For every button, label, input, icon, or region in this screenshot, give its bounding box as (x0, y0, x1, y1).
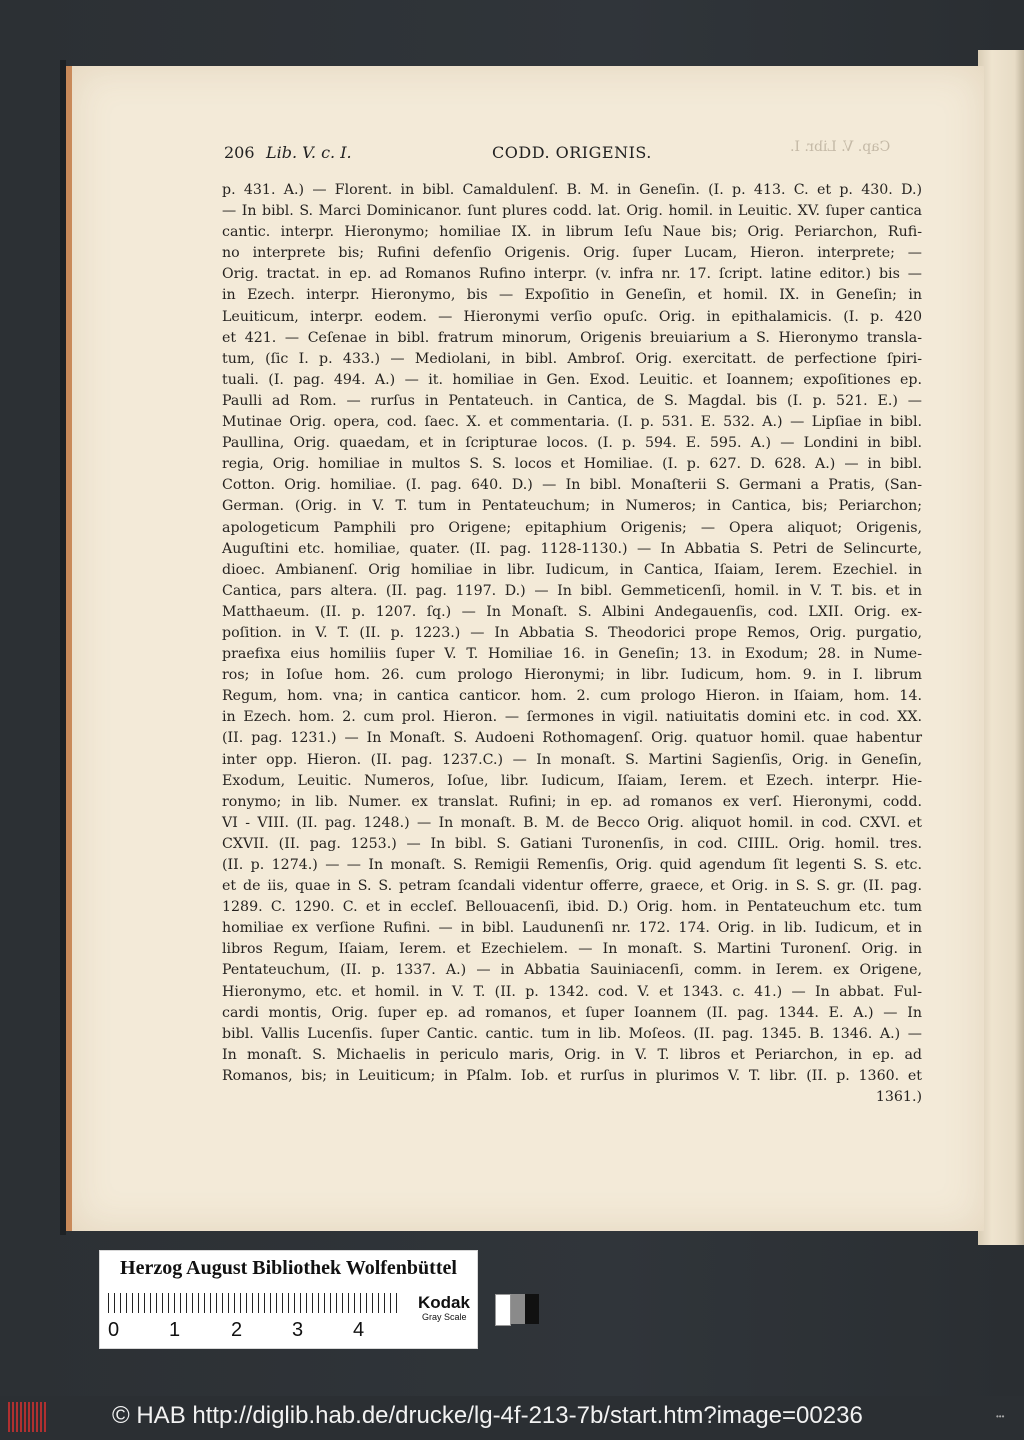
text-line: cardi montis, Orig. ſuper ep. ad romanos, et ſuper Ioannem (II. pag. 1344. E. A.) — In (222, 1004, 922, 1021)
text-line: regia, Orig. homiliae in multos S. S. locos et Homiliae. (I. p. 627. D. 628. A.) — in bibl. (222, 456, 922, 473)
footer-dots: ••• (996, 1412, 1005, 1421)
text-line: Paullina, Orig. quaedam, et in ſcripturae locos. (I. p. 594. E. 595. A.) — Londini in bibl. (222, 435, 922, 452)
page-header (224, 143, 924, 167)
text-line-last: 1361.) (875, 1089, 922, 1106)
text-line: libros Regum, Iſaiam, Ierem. et Ezechielem. — In monaſt. S. Martini Turonenſ. Orig. in (222, 941, 922, 958)
text-line: p. 431. A.) — Florent. in bibl. Camaldulenſ. B. M. in Geneſin. (I. p. 413. C. et p. 430. D.) (222, 182, 922, 198)
barcode-icon (8, 1402, 48, 1432)
copyright-url[interactable]: © HAB http://diglib.hab.de/drucke/lg-4f-213-7b/start.htm?image=00236 (112, 1402, 863, 1429)
swatch-white (495, 1294, 511, 1326)
text-line: — In bibl. S. Marci Dominicanor. ſunt plures codd. lat. Orig. homil. in Leuitic. XV. ſuper cantica (222, 203, 922, 220)
text-line: (II. pag. 1231.) — In Monaſt. S. Audoeni Rothomagenſ. Orig. quatuor homil. quae habentur (222, 730, 922, 747)
gray-scale-label: Gray Scale (422, 1312, 467, 1322)
text-line: Mutinae Orig. opera, cod. ſaec. X. et commentaria. (I. p. 531. E. 532. A.) — Lipſiae in bibl. (222, 414, 922, 431)
text-line: Paulli ad Rom. — rurſus in Pentateuch. in Cantica, de S. Magdal. bis (I. p. 521. E.) — (222, 392, 922, 409)
text-line: VI - VIII. (II. pag. 1248.) — In monaſt. B. M. de Becco Orig. aliquot homil. in cod. CXVI. et (222, 814, 922, 831)
text-line: Hieronymo, etc. et homil. in V. T. (II. p. 1342. cod. V. et 1343. c. 41.) — In abbat. Ful- (222, 983, 922, 1000)
text-line: tum, (ſic I. p. 433.) — Mediolani, in bibl. Ambroſ. Orig. exercitatt. de perfectione ſpiri- (222, 350, 922, 367)
library-name: Herzog August Bibliothek Wolfenbüttel (120, 1257, 457, 1279)
ruler-number: 1 (169, 1319, 181, 1341)
gray-scale-swatches (495, 1294, 539, 1324)
page-number: 206 (224, 143, 255, 162)
text-line: apologeticum Pamphili pro Origene; epitaphium Origenis; — Opera aliquot; Origenis, (222, 519, 922, 536)
ruler-number: 4 (353, 1319, 365, 1341)
kodak-logo: Kodak (418, 1293, 470, 1312)
text-line: praefixa eius homiliis ſuper V. T. Homiliae 16. in Geneſin; 13. in Exodum; 28. in Nume- (222, 646, 922, 663)
text-line: et 421. — Ceſenae in bibl. fratrum minorum, Origenis breuiarium a S. Hieronymo transla- (222, 329, 922, 346)
text-line: cantic. interpr. Hieronymo; homiliae IX. in librum Ieſu Naue bis; Orig. Periarchon, Rufi- (222, 224, 922, 241)
text-line: German. (Orig. in V. T. tum in Pentateuchum; in Numeros; in Cantica, bis; Periarchon; (222, 498, 922, 515)
text-line: 1289. C. 1290. C. et in eccleſ. Bellouacenſi, ibid. D.) Orig. hom. in Pentateuchum etc. tum (222, 899, 922, 916)
text-line: et de iis, quae in S. S. petram ſcandali videntur offerre, graece, et Orig. in S. S. gr. (II. pag. (222, 878, 922, 895)
text-line: Cantica, pars altera. (II. pag. 1197. D.) — In bibl. Gemmeticenſi, homil. in V. T. bis. et in (222, 582, 922, 599)
text-line: ronymo; in lib. Numer. ex translat. Rufini; in ep. ad romanos ex verſ. Hieronymi, codd. (222, 793, 922, 810)
text-line: no interprete bis; Rufini defenſio Origenis. Orig. ſuper Lucam, Hieron. interprete; — (222, 245, 922, 262)
text-line: in Ezech. interpr. Hieronymo, bis — Expoſitio in Geneſin, et homil. IX. in Geneſin; in (222, 287, 922, 304)
body-text (222, 180, 922, 1108)
text-line: bibl. Vallis Lucenſis. ſuper Cantic. cantic. tum in lib. Moſeos. (II. pag. 1345. B. 1346. A.) — (222, 1025, 922, 1042)
text-line: Cotton. Orig. homiliae. (I. pag. 640. D.) — In bibl. Monaſterii S. Germani a Pratis, (San- (222, 477, 922, 494)
text-line: Regum, hom. vna; in cantica canticor. hom. 2. cum prologo Hieron. in Iſaiam, hom. 14. (222, 688, 922, 705)
footer-bar (0, 1396, 1024, 1440)
running-title: CODD. ORIGENIS. (492, 143, 652, 162)
text-line: Pentateuchum, (II. p. 1337. A.) — in Abbatia Sauiniacenſi, comm. in Ierem. ex Origene, (222, 962, 922, 979)
ruler-number: 0 (108, 1319, 120, 1341)
ruler-number: 2 (231, 1319, 243, 1341)
text-line: poſition. in V. T. (II. p. 1223.) — In Abbatia S. Theodorici prope Remos, Orig. purgatio, (222, 624, 922, 641)
text-line: CXVII. (II. pag. 1253.) — In bibl. S. Gatiani Turonenſis, in cod. CIIIL. Orig. homil. tres. (222, 835, 922, 852)
ruler-scale (108, 1293, 400, 1313)
swatch-black (525, 1294, 539, 1324)
chapter-reference: Lib. V. c. I. (266, 143, 352, 162)
text-line: Leuiticum, interpr. eodem. — Hieronymi verſio opuſc. Orig. in epithalamicis. (I. p. 420 (222, 308, 922, 325)
bleed-through-text: Cap. V. Libr. I. (790, 139, 891, 155)
text-line: ros; in Ioſue hom. 26. cum prologo Hieronymi; in libr. Iudicum, hom. 9. in I. librum (222, 667, 922, 684)
facing-page-edge (978, 50, 1024, 1245)
text-line: homiliae ex verſione Rufini. — in bibl. Laudunenſi nr. 172. 174. Orig. in lib. Iudicum, et in (222, 920, 922, 937)
text-line: (II. p. 1274.) — — In monaſt. S. Remigii Remenſis, Orig. quid agendum ſit legenti S. S. etc. (222, 857, 922, 873)
text-line: dioec. Ambianenſ. Orig homiliae in libr. Iudicum, in Cantica, Iſaiam, Ierem. Ezechiel. in (222, 561, 922, 578)
swatch-gray (511, 1294, 525, 1324)
text-line: tuali. (I. pag. 494. A.) — it. homiliae in Gen. Exod. Leuitic. et Ioannem; expoſitiones ep. (222, 371, 922, 388)
library-label-card (99, 1250, 478, 1349)
text-line: Exodum, Leuitic. Numeros, Ioſue, libr. Iudicum, Iſaiam, Ierem. et Ezech. interpr. Hie- (222, 772, 922, 789)
ruler-number: 3 (292, 1319, 304, 1341)
text-line: inter opp. Hieron. (II. pag. 1237.C.) — In monaſt. S. Martini Sagienſis, Orig. in Geneſin, (222, 751, 922, 768)
text-line: Auguſtini etc. homiliae, quater. (II. pag. 1128-1130.) — In Abbatia S. Petri de Selincurte, (222, 540, 922, 557)
text-line: Matthaeum. (II. p. 1207. ſq.) — In Monaſt. S. Albini Andegauenſis, cod. LXII. Orig. ex- (222, 603, 922, 620)
text-line: Orig. tractat. in ep. ad Romanos Rufino interpr. (v. infra nr. 17. ſcript. latine editor.) bis — (222, 266, 922, 283)
text-line: Romanos, bis; in Leuiticum; in Pſalm. Iob. et rurſus in plurimos V. T. libr. (II. p. 1360. et (222, 1067, 922, 1084)
text-line: In monaſt. S. Michaelis in periculo maris, Orig. in V. T. libros et Periarchon, in ep. ad (222, 1046, 922, 1063)
ruler-numbers (100, 1319, 400, 1343)
text-line: in Ezech. hom. 2. cum prol. Hieron. — ſermones in vigil. natiuitatis domini etc. in cod. XX. (222, 709, 922, 726)
